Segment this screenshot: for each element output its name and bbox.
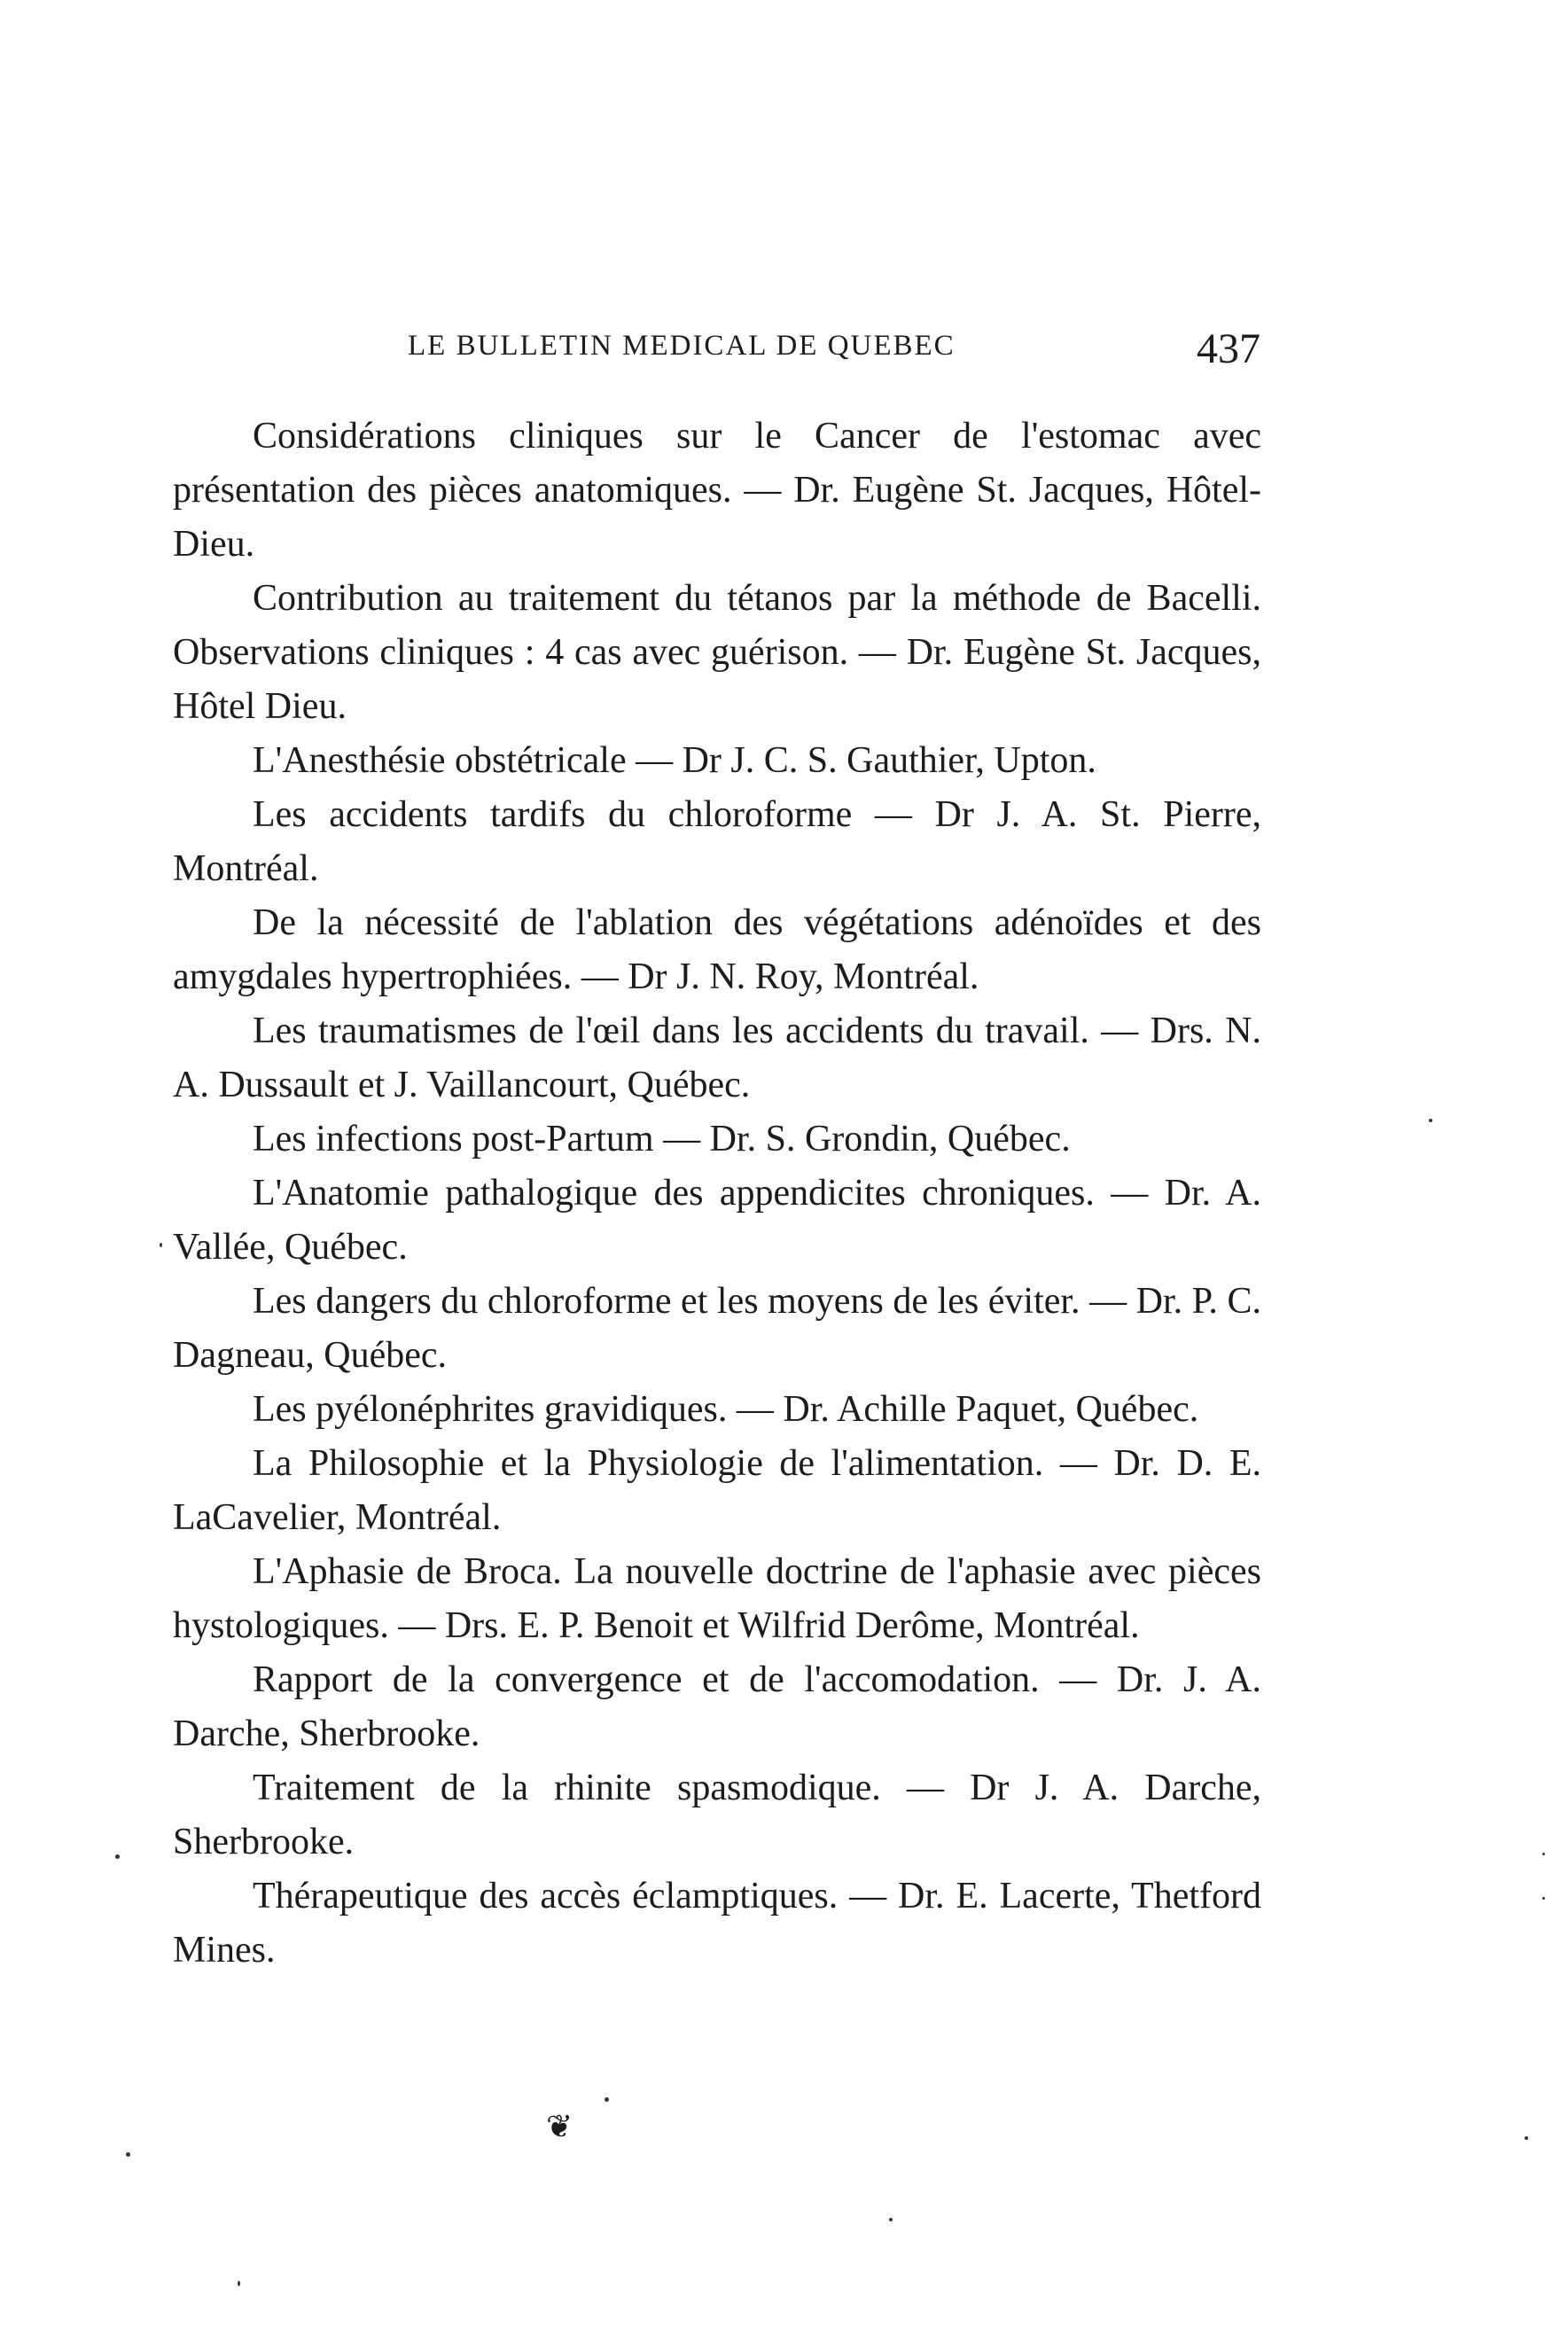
list-item: Traitement de la rhinite spasmodique. — Dr J. A. Darche, Sherbrooke.: [173, 1768, 1261, 1862]
scan-speck: [238, 2281, 240, 2286]
scan-speck: [160, 1243, 162, 1247]
list-item: Les infections post-Partum — Dr. S. Grondin, Québec.: [253, 1119, 1071, 1159]
list-item: L'Anesthésie obstétricale — Dr J. C. S. Gauthier, Upton.: [253, 740, 1096, 781]
running-title: LE BULLETIN MEDICAL DE QUEBEC: [408, 330, 956, 362]
scan-speck: [605, 2097, 609, 2102]
list-item: Les pyélonéphrites gravidiques. — Dr. Achille Paquet, Québec.: [253, 1389, 1199, 1430]
list-item: La Philosophie et la Physiologie de l'alimentation. — Dr. D. E. LaCavelier, Montréal.: [173, 1443, 1261, 1538]
list-item: L'Anatomie pathalogique des appendicites chroniques. — Dr. A. Vallée, Québec.: [173, 1173, 1261, 1268]
list-item: Thérapeutique des accès éclamptiques. — Dr. E. Lacerte, Thetford Mines.: [173, 1876, 1261, 1971]
list-item: Les traumatismes de l'œil dans les accidents du travail. — Drs. N. A. Dussault et J. Vaillancourt, Québec.: [173, 1011, 1261, 1105]
list-item: Les dangers du chloroforme et les moyens de les éviter. — Dr. P. C. Dagneau, Québec.: [173, 1281, 1261, 1376]
entry-list: [173, 410, 1261, 1978]
list-item: Rapport de la convergence et de l'accomodation. — Dr. J. A. Darche, Sherbrooke.: [173, 1659, 1261, 1754]
list-item: Les accidents tardifs du chloroforme — Dr J. A. St. Pierre, Montréal.: [173, 794, 1261, 889]
list-item: Contribution au traitement du tétanos par la méthode de Bacelli. Observations cliniques : 4 cas avec guérison. — Dr. Eugène St. Jacques, Hôtel Dieu.: [173, 578, 1261, 727]
printer-ornament-icon: ❦: [546, 2109, 573, 2144]
scan-speck: [889, 2218, 893, 2221]
list-item: L'Aphasie de Broca. La nouvelle doctrine de l'aphasie avec pièces hystologiques. — Drs. E. P. Benoit et Wilfrid Derôme, Montréal.: [173, 1551, 1261, 1646]
page-number: 437: [1197, 325, 1260, 372]
scan-speck: [126, 2152, 130, 2157]
scan-speck: [1542, 1897, 1545, 1900]
list-item: Considérations cliniques sur le Cancer de l'estomac avec présentation des pièces anatomiques. — Dr. Eugène St. Jacques, Hôtel-Dieu.: [173, 416, 1261, 565]
scan-speck: [1542, 1853, 1545, 1855]
scan-speck: [115, 1854, 120, 1859]
scan-speck: [1525, 2136, 1528, 2140]
scan-speck: [1429, 1119, 1432, 1122]
list-item: De la nécessité de l'ablation des végétations adénoïdes et des amygdales hypertrophiées. — Dr J. N. Roy, Montréal.: [173, 902, 1261, 997]
